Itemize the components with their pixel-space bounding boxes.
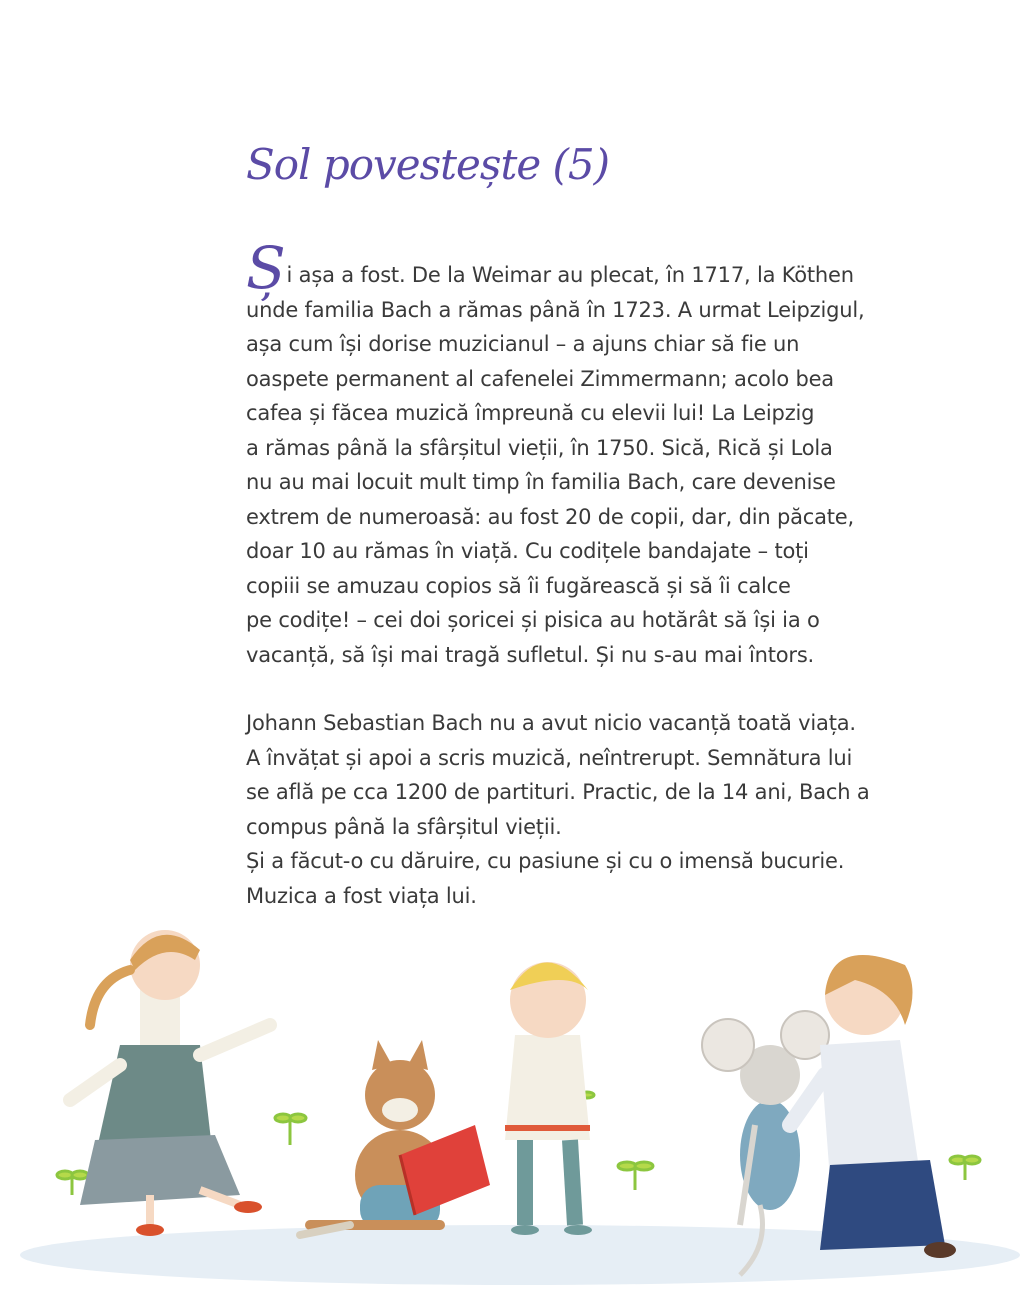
text-line: cafea și făcea muzică împreună cu elevii lui! La Leipzig (246, 401, 815, 425)
text-line: copiii se amuzau copios să îi fugărească și să îi calce (246, 573, 791, 598)
text-line: oaspete permanent al cafenelei Zimmermann; acolo bea (246, 366, 834, 391)
text-line: unde familia Bach a rămas până în 1723. A urmat Leipzigul, (246, 297, 865, 322)
text-line: nu au mai locuit mult timp în familia Bach, care devenise (246, 470, 836, 494)
text-line (246, 234, 946, 302)
text-line: compus până la sfârșitul vieții. (246, 814, 562, 839)
text-line: se află pe cca 1200 de partituri. Practic, de la 14 ani, Bach a (246, 780, 870, 804)
girl-figure (70, 930, 270, 1236)
text-line: Muzica a fost viața lui. (246, 883, 477, 908)
text-line: pe codițe! – cei doi șoricei și pisica au hotărât să își ia o (246, 608, 820, 632)
text-line: vacanță, să își mai tragă sufletul. Și nu s-au mai întors. (246, 642, 815, 667)
text-line: Și a făcut-o cu dăruire, cu pasiune și cu o imensă bucurie. (246, 849, 845, 873)
drop-cap: Ș (246, 234, 286, 302)
text-line: Johann Sebastian Bach nu a avut nicio vacanță toată viața. (246, 711, 856, 735)
story-text (246, 234, 946, 913)
text-line: extrem de numeroasă: au fost 20 de copii, dar, din păcate, (246, 504, 854, 529)
page-title: Sol povestește (5) (246, 140, 610, 189)
paragraph-gap (246, 672, 946, 706)
text-line: a rămas până la sfârșitul vieții, în 1750. Sică, Rică și Lola (246, 435, 833, 460)
text-line-content: i așa a fost. De la Weimar au plecat, în 1717, la Köthen (286, 263, 854, 287)
children-and-animals-illustration (0, 925, 1025, 1300)
text-line: așa cum își dorise muzicianul – a ajuns chiar să fie un (246, 332, 800, 356)
text-line: A învățat și apoi a scris muzică, neîntrerupt. Semnătura lui (246, 745, 853, 770)
text-line: doar 10 au rămas în viață. Cu codițele bandajate – toți (246, 539, 809, 563)
boy-figure (505, 962, 592, 1235)
kneeling-child-figure (790, 955, 956, 1258)
cat-figure (300, 1040, 490, 1235)
